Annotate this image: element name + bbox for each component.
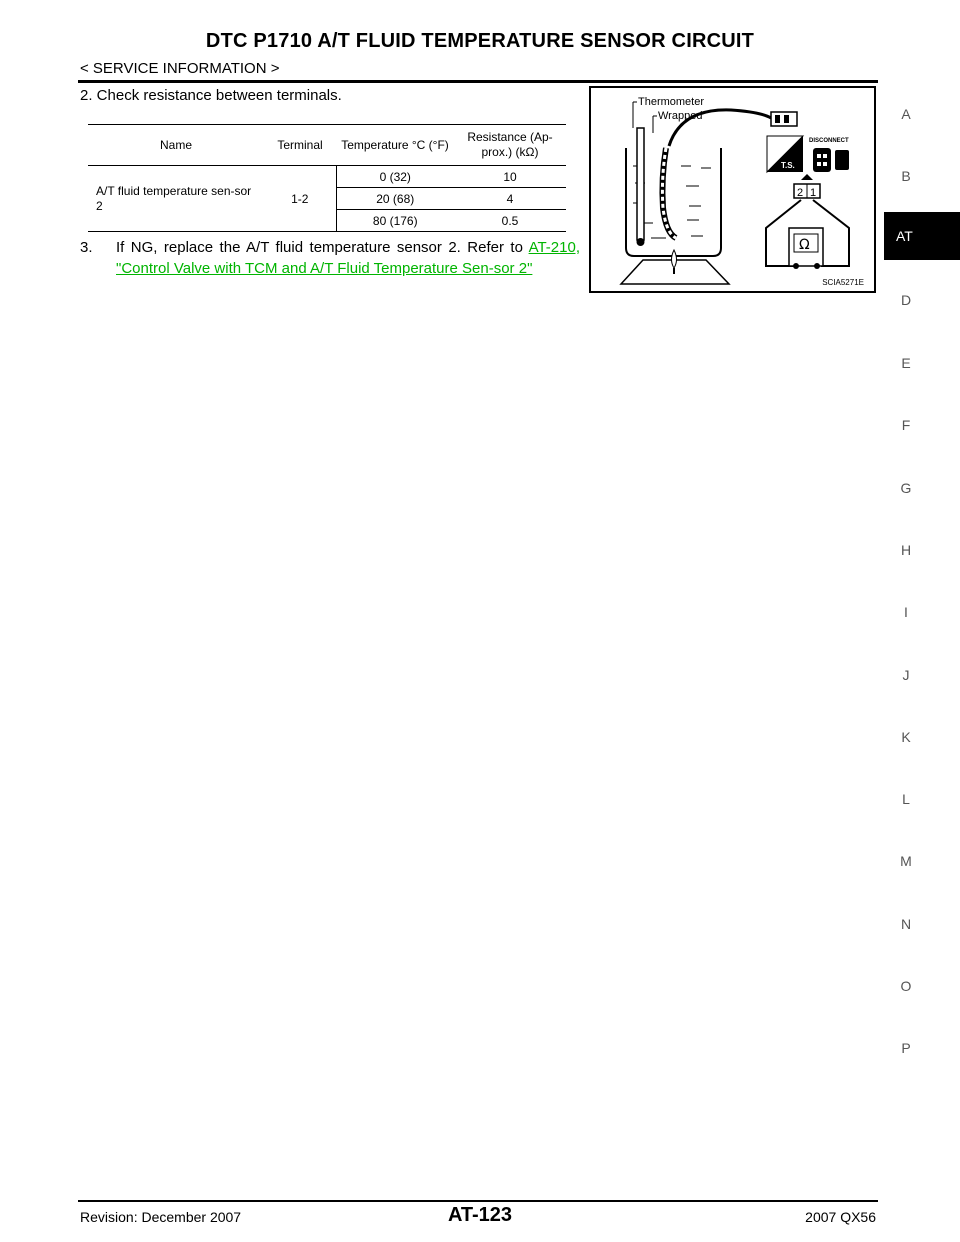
- table-row: [88, 166, 566, 188]
- tab-d[interactable]: D: [900, 292, 912, 308]
- tab-g[interactable]: G: [900, 480, 912, 496]
- tab-h[interactable]: H: [900, 542, 912, 558]
- terminal-cell: 1-2: [264, 166, 336, 232]
- revision-date: Revision: December 2007: [80, 1209, 242, 1225]
- footer-rule: [78, 1200, 878, 1202]
- figure-id: SCIA5271E: [822, 278, 864, 287]
- tab-b[interactable]: B: [901, 168, 911, 184]
- temperature-cell: 20 (68): [336, 188, 454, 210]
- header-name: Name: [88, 125, 264, 166]
- step-3-text: If NG, replace the A/T fluid temperature sensor 2. Refer to AT-210, "Control Valve with TCM and A/T Fluid Temperature Sen-sor 2": [116, 239, 580, 277]
- vehicle-model: 2007 QX56: [805, 1209, 876, 1225]
- resistance-table: [88, 124, 566, 232]
- step-3-number: 3.: [80, 239, 93, 256]
- temperature-cell: 0 (32): [336, 166, 454, 188]
- tab-f[interactable]: F: [901, 417, 911, 433]
- step-2-text: 2. Check resistance between terminals.: [80, 87, 342, 104]
- tab-l[interactable]: L: [902, 791, 910, 807]
- reference-link[interactable]: AT-210, "Control Valve with TCM and A/T Fluid Temperature Sen-sor 2": [116, 239, 580, 277]
- svg-text:DISCONNECT: DISCONNECT: [809, 138, 849, 144]
- resistance-cell: 4: [454, 188, 566, 210]
- tab-i[interactable]: I: [904, 604, 908, 620]
- tab-e[interactable]: E: [901, 355, 911, 371]
- resistance-cell: 0.5: [454, 210, 566, 232]
- resistance-cell: 10: [454, 166, 566, 188]
- header-rule: [78, 80, 878, 83]
- illustration-drawing: [591, 88, 874, 291]
- temperature-cell: 80 (176): [336, 210, 454, 232]
- tab-k[interactable]: K: [901, 729, 911, 745]
- header-terminal: Terminal: [264, 125, 336, 166]
- sensor-name-cell: A/T fluid temperature sen-sor 2: [88, 166, 264, 232]
- tab-o[interactable]: O: [900, 978, 912, 994]
- svg-text:2: 2: [797, 187, 804, 199]
- svg-text:1: 1: [810, 187, 817, 199]
- tab-n[interactable]: N: [900, 916, 912, 932]
- header-temperature: Temperature °C (°F): [336, 125, 454, 166]
- tab-at[interactable]: AT: [884, 212, 960, 260]
- section-subtitle: < SERVICE INFORMATION >: [80, 60, 280, 77]
- page-title: DTC P1710 A/T FLUID TEMPERATURE SENSOR CIRCUIT: [205, 30, 755, 52]
- page-number: AT-123: [447, 1204, 513, 1226]
- tab-j[interactable]: J: [902, 667, 910, 683]
- tab-m[interactable]: M: [900, 853, 912, 869]
- thermometer-label: Thermometer: [638, 96, 705, 108]
- step-3: [80, 237, 580, 279]
- tab-a[interactable]: A: [901, 106, 911, 122]
- wrapped-label: Wrapped: [658, 110, 703, 122]
- sensor-test-illustration: [589, 86, 876, 293]
- tab-p[interactable]: P: [901, 1040, 911, 1056]
- svg-text:Ω: Ω: [799, 237, 810, 253]
- header-resistance: Resistance (Ap-prox.) (kΩ): [454, 125, 566, 166]
- svg-text:T.S.: T.S.: [781, 161, 795, 170]
